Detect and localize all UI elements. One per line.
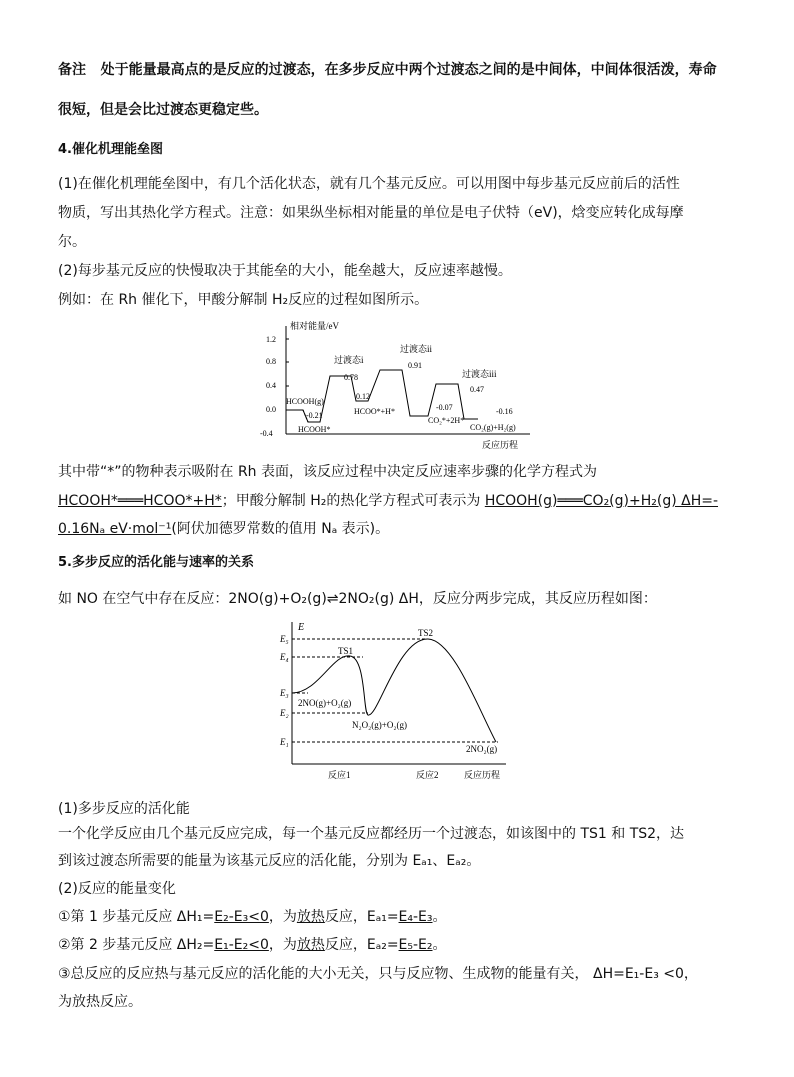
s4-after-3 [58,519,389,539]
reaction-path-chart [278,618,518,786]
label-step2: 反应2 [416,770,439,780]
species-3: CO₂*+2H* [428,416,465,425]
label-product: 2NO₂(g) [466,744,498,754]
tick-e4: E₄ [280,652,289,662]
tick-e5: E₅ [280,634,289,644]
answer-eq1: HCOOH*═══HCOO*+H* [58,493,222,509]
note-line-1 [58,60,717,80]
label-ts1: 过渡态i [334,355,364,365]
note-line-2: 很短，但是会比过渡态更稳定些。 [58,102,268,118]
value-078: 0.78 [344,373,358,382]
energy-profile-chart [258,318,538,456]
value-091: 0.91 [408,361,422,370]
label-reactant: 2NO(g)+O₂(g) [298,698,352,708]
s4-p1-line2: 物质，写出其热化学方程式。注意：如果纵坐标相对能量的单位是电子伏特（eV)，焓变应转化成每摩 [58,205,684,221]
y-tick: 0.0 [266,405,276,414]
value-016: -0.16 [496,407,513,416]
value-007: -0.07 [436,403,453,412]
s5-sub1-line1: 一个化学反应由几个基元反应完成，每一个基元反应都经历一个过渡态，如该图中的 TS1 和 TS2，达 [58,826,685,842]
tick-e2: E₂ [280,708,289,718]
species-1: HCOOH* [298,425,331,434]
s5-sub1-title: (1)多步反应的活化能 [58,801,190,817]
label-ts2: TS2 [418,628,434,638]
y-tick: -0.4 [260,429,273,438]
section5-title: 5.多步反应的活化能与速率的关系 [58,555,254,570]
tick-e3: E₃ [280,688,289,698]
species-2: HCOO*+H* [354,407,395,416]
s4-after-2 [58,491,718,511]
answer-dh2: E₁-E₂<0 [214,937,269,953]
s4-after-1: 其中带“*”的物种表示吸附在 Rh 表面，该反应过程中决定反应速率步骤的化学方程式为 [58,464,598,480]
y-tick: 0.4 [266,381,276,390]
answer-ea2: E₅-E₂ [398,937,433,953]
answer-eq2-cont: 0.16Nₐ eV·mol⁻¹ [58,521,172,537]
s5-item2: ②第 2 步基元反应 ΔH₂=E₁-E₂<0，为放热反应，Eₐ₂=E₅-E₂。 [58,937,447,953]
answer-exo1: 放热 [296,909,325,925]
value-047: 0.47 [470,385,484,394]
value-012: 0.12 [356,392,370,401]
y-tick: 1.2 [266,335,276,344]
s5-item3-line1: ③总反应的反应热与基元反应的活化能的大小无关，只与反应物、生成物的能量有关， ΔH=E₁-E₃ <0， [58,966,698,982]
note-label: 备注 [58,62,86,78]
y-axis-label: E [298,622,305,633]
s4-after-3-text: (阿伏加德罗常数的值用 Nₐ 表示)。 [171,521,390,537]
s5-sub1-line2: 到该过渡态所需要的能量为该基元反应的活化能，分别为 Eₐ₁、Eₐ₂。 [58,853,481,869]
s4-p2: (2)每步基元反应的快慢取决于其能垒的大小，能垒越大，反应速率越慢。 [58,263,512,279]
s5-item1: ①第 1 步基元反应 ΔH₁=E₂-E₃<0，为放热反应，Eₐ₁=E₄-E₃。 [58,909,447,925]
s4-example: 例如：在 Rh 催化下，甲酸分解制 H₂反应的过程如图所示。 [58,292,429,308]
answer-exo2: 放热 [296,937,325,953]
s5-intro: 如 NO 在空气中存在反应：2NO(g)+O₂(g)⇌2NO₂(g) ΔH，反应分两步完成，其反应历程如图： [58,591,657,607]
y-axis-label: 相对能量/eV [290,321,339,331]
s5-item3-line2: 为放热反应。 [58,994,142,1010]
label-ts2: 过渡态ii [400,344,433,354]
label-ts1: TS1 [338,646,354,656]
y-tick: 0.8 [266,357,276,366]
species-0: HCOOH(g) [286,397,324,406]
answer-dh1: E₂-E₃<0 [214,909,269,925]
species-4: CO₂(g)+H₂(g) [470,423,516,432]
s4-p1-line1: (1)在催化机理能垒图中，有几个活化状态，就有几个基元反应。可以用图中每步基元反应前后的活性 [58,176,680,192]
label-step1: 反应1 [328,770,351,780]
label-ts3: 过渡态iii [462,369,497,379]
s4-p1-line3: 尔。 [58,234,86,250]
section4-title: 4.催化机理能垒图 [58,142,163,157]
value-021: -0.21 [306,411,323,420]
s4-after-2-mid: ；甲酸分解制 H₂的热化学方程式可表示为 [221,493,481,509]
note-text-1: 处于能量最高点的是反应的过渡态，在多步反应中两个过渡态之间的是中间体，中间体很活泼，寿命 [100,62,717,78]
label-intermediate: N₂O₂(g)+O₂(g) [352,720,407,730]
answer-eq2: HCOOH(g)═══CO₂(g)+H₂(g) ΔH=- [484,493,719,509]
x-axis-label: 反应历程 [482,440,519,450]
s5-sub2-title: (2)反应的能量变化 [58,881,176,897]
x-axis-label: 反应历程 [464,770,501,780]
answer-ea1: E₄-E₃ [398,909,433,925]
tick-e1: E₁ [280,737,289,747]
